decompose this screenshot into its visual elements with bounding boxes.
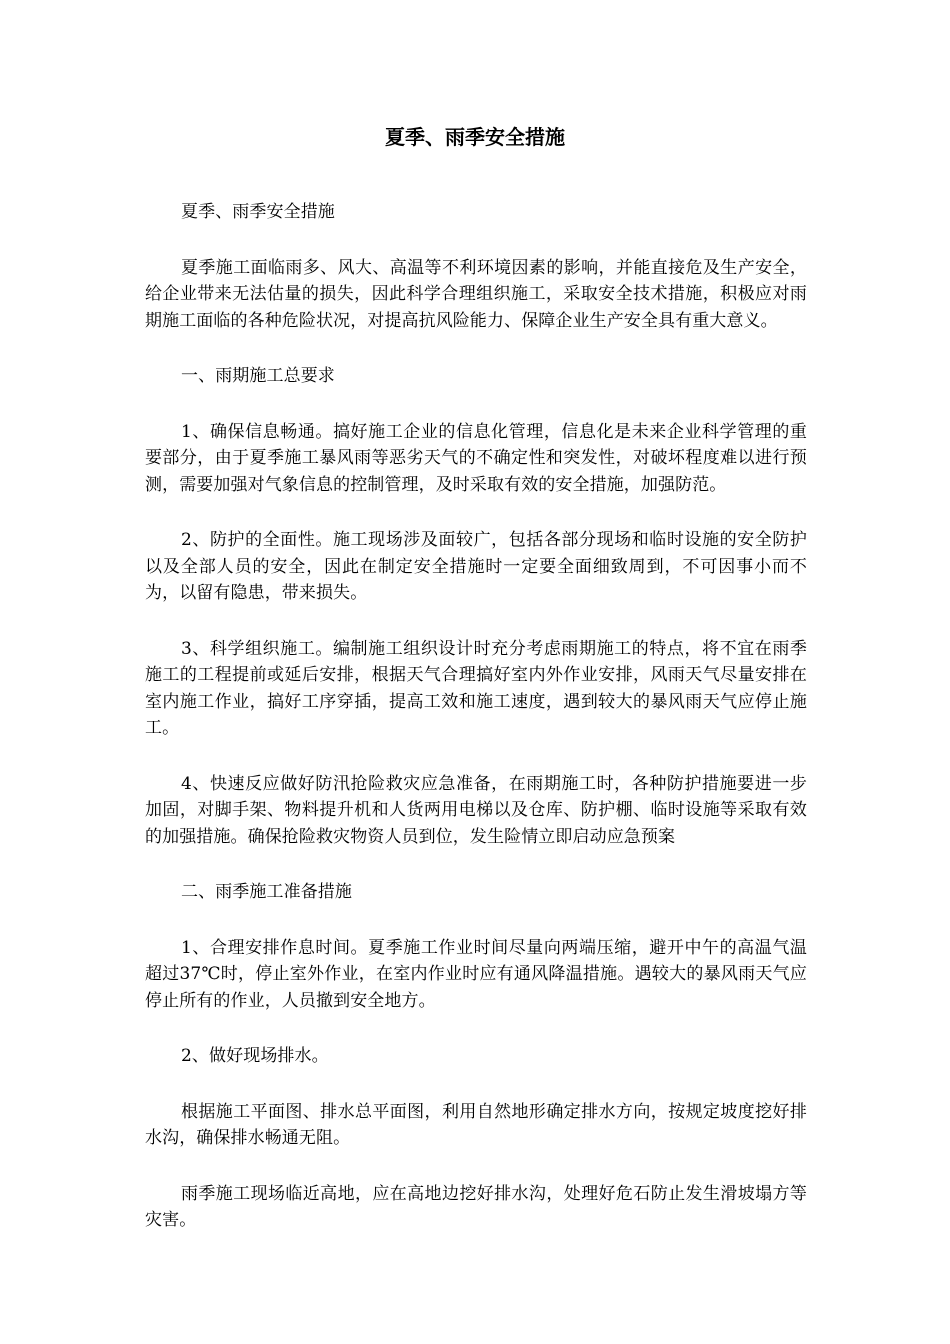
paragraph-item-2-2: 2、做好现场排水。: [181, 1046, 329, 1066]
paragraph-item-1-3: 3、科学组织施工。编制施工组织设计时充分考虑雨期施工的特点，将不宜在雨季施工的工程提前或延后安排，根据天气合理搞好室内外作业安排，风雨天气尽量安排在室内施工作业，搞好工序穿插，提高工效和施工速度，遇到较大的暴风雨天气应停止施工。: [145, 638, 807, 738]
document-title: 夏季、雨季安全措施: [385, 125, 565, 149]
paragraph-item-1-1: 1、确保信息畅通。搞好施工企业的信息化管理，信息化是未来企业科学管理的重要部分，由于夏季施工暴风雨等恶劣天气的不确定性和突发性，对破坏程度难以进行预测，需要加强对气象信息的控制管理，及时采取有效的安全措施，加强防范。: [145, 421, 807, 495]
paragraph-drainage-2: 雨季施工现场临近高地，应在高地边挖好排水沟，处理好危石防止发生滑坡塌方等灾害。: [145, 1183, 807, 1230]
section-heading-2: 二、雨季施工准备措施: [181, 882, 352, 902]
section-heading-1: 一、雨期施工总要求: [181, 366, 335, 386]
paragraph-item-1-4: 4、快速反应做好防汛抢险救灾应急准备，在雨期施工时，各种防护措施要进一步加固，对脚手架、物料提升机和人货两用电梯以及仓库、防护棚、临时设施等采取有效的加强措施。确保抢险救灾物资人员到位，发生险情立即启动应急预案: [145, 773, 807, 847]
paragraph-intro: 夏季施工面临雨多、风大、高温等不利环境因素的影响，并能直接危及生产安全，给企业带来无法估量的损失，因此科学合理组织施工，采取安全技术措施，积极应对雨期施工面临的各种危险状况，对提高抗风险能力、保障企业生产安全具有重大意义。: [145, 257, 807, 331]
paragraph-item-2-1: 1、合理安排作息时间。夏季施工作业时间尽量向两端压缩，避开中午的高温气温超过37℃时，停止室外作业，在室内作业时应有通风降温措施。遇较大的暴风雨天气应停止所有的作业，人员撤到安全地方。: [145, 937, 807, 1011]
paragraph-item-1-2: 2、防护的全面性。施工现场涉及面较广，包括各部分现场和临时设施的安全防护以及全部人员的安全，因此在制定安全措施时一定要全面细致周到，不可因事小而不为，以留有隐患，带来损失。: [145, 530, 807, 603]
paragraph-drainage-1: 根据施工平面图、排水总平面图，利用自然地形确定排水方向，按规定坡度挖好排水沟，确保排水畅通无阻。: [145, 1101, 807, 1148]
paragraph-subtitle: 夏季、雨季安全措施: [181, 202, 335, 222]
document-body: [145, 199, 807, 1263]
